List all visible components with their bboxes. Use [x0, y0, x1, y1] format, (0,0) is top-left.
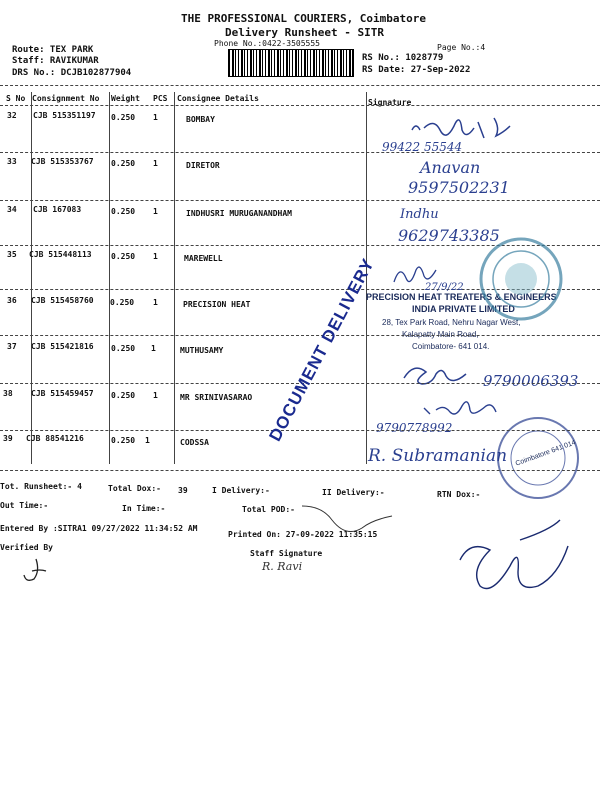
handwritten-name: Anavan — [420, 158, 481, 177]
i-delivery: I Delivery:- — [212, 486, 270, 495]
row-weight: 0.250 — [111, 207, 136, 216]
stamp-address: Kalapatty Main Road, — [402, 330, 479, 339]
divider — [0, 105, 600, 106]
row-pcs: 1 — [153, 113, 158, 122]
divider — [0, 430, 600, 431]
total-pod: Total POD:- — [242, 505, 295, 514]
rs-number: RS No.: 1028779 — [362, 53, 444, 63]
row-pcs: 1 — [145, 436, 150, 445]
large-signature — [440, 510, 580, 610]
row-weight: 0.250 — [111, 159, 136, 168]
row-pcs: 1 — [153, 391, 158, 400]
divider — [0, 85, 600, 86]
divider — [0, 200, 600, 201]
column-rule — [31, 92, 32, 464]
handwritten-signature — [390, 262, 440, 290]
verified-signature — [20, 555, 50, 585]
row-sno: 37 — [7, 342, 17, 351]
row-consignment: CJB 515448113 — [29, 250, 92, 259]
row-sno: 36 — [7, 296, 17, 305]
stamp-address: Coimbatore- 641 014. — [412, 342, 490, 351]
row-weight: 0.250 — [111, 436, 136, 445]
row-pcs: 1 — [153, 159, 158, 168]
staff: Staff: RAVIKUMAR — [12, 56, 99, 66]
document-delivery-stamp: DOCUMENT DELIVERY — [265, 255, 379, 445]
row-sno: 33 — [7, 157, 17, 166]
handwritten-scribble — [300, 500, 420, 540]
divider — [0, 152, 600, 153]
row-weight: 0.250 — [111, 391, 136, 400]
row-pcs: 1 — [153, 252, 158, 261]
drs-number: DRS No.: DCJB102877904 — [12, 68, 132, 78]
stamp-address: 28, Tex Park Road, Nehru Nagar West, — [382, 318, 521, 327]
handwritten-name: R. Subramanian — [368, 446, 508, 466]
col-header-pcs: PCS — [153, 94, 168, 103]
row-consignee: MAREWELL — [184, 254, 223, 263]
row-sno: 34 — [7, 205, 17, 214]
row-weight: 0.250 — [110, 298, 135, 307]
row-consignment: CJB 515458760 — [31, 296, 94, 305]
handwritten-phone: 99422 55544 — [382, 140, 463, 154]
row-consignment: CJB 515459457 — [31, 389, 94, 398]
col-header-signature: Signature — [368, 98, 412, 107]
row-consignment: CJB 88541216 — [26, 434, 84, 443]
row-pcs: 1 — [153, 298, 158, 307]
row-consignee: PRECISION HEAT — [183, 300, 251, 309]
round-seal — [478, 236, 564, 322]
route: Route: TEX PARK — [12, 45, 94, 55]
col-header-consignment: Consignment No — [32, 94, 100, 103]
row-consignment: CJB 167083 — [33, 205, 82, 214]
handwritten-phone: 9790778992 — [376, 421, 453, 435]
in-time: In Time:- — [122, 504, 166, 513]
handwritten-signature — [410, 112, 520, 144]
row-consignee: CODSSA — [180, 438, 209, 447]
staff-signature-handwritten: R. Ravi — [262, 560, 303, 573]
row-consignee: MR SRINIVASARAO — [180, 393, 253, 402]
total-runsheet: Tot. Runsheet:- 4 — [0, 482, 82, 491]
row-consignee: MUTHUSAMY — [180, 346, 224, 355]
barcode — [228, 49, 354, 77]
row-consignment: CJB 515421816 — [31, 342, 94, 351]
stamp-company-line1: PRECISION HEAT TREATERS & ENGINEERS — [366, 292, 557, 302]
verified-by: Verified By — [0, 543, 53, 552]
handwritten-name: Indhu — [400, 207, 439, 222]
row-pcs: 1 — [151, 344, 156, 353]
rtn-dox: RTN Dox:- — [437, 490, 481, 499]
row-consignment: CJB 515351197 — [33, 111, 96, 120]
col-header-weight: Weight — [111, 94, 140, 103]
row-consignment: CJB 515353767 — [31, 157, 94, 166]
row-sno: 39 — [3, 434, 13, 443]
handwritten-phone: 9597502231 — [408, 178, 510, 197]
stamp-company-line2: INDIA PRIVATE LIMITED — [412, 304, 515, 314]
row-sno: 32 — [7, 111, 17, 120]
col-header-consignee: Consignee Details — [177, 94, 259, 103]
total-dox-value: 39 — [178, 486, 188, 495]
row-weight: 0.250 — [111, 113, 136, 122]
row-sno: 38 — [3, 389, 13, 398]
total-dox-label: Total Dox:- — [108, 484, 161, 493]
staff-signature-label: Staff Signature — [250, 549, 323, 558]
handwritten-phone: 9629743385 — [398, 226, 500, 245]
row-pcs: 1 — [153, 207, 158, 216]
divider — [0, 335, 600, 336]
row-weight: 0.250 — [111, 252, 136, 261]
seal-text: Coimbatore 641 014 — [514, 439, 577, 468]
row-sno: 35 — [7, 250, 17, 259]
row-consignee: BOMBAY — [186, 115, 215, 124]
handwritten-date: 27/9/22 — [425, 282, 464, 293]
rs-date: RS Date: 27-Sep-2022 — [362, 65, 471, 75]
col-header-sno: S No — [6, 94, 26, 103]
handwritten-signature — [420, 394, 510, 424]
runsheet-title: Delivery Runsheet - SITR — [225, 26, 384, 39]
row-weight: 0.250 — [111, 344, 136, 353]
ii-delivery: II Delivery:- — [322, 488, 385, 497]
column-rule — [174, 92, 175, 464]
row-consignee: INDHUSRI MURUGANANDHAM — [186, 209, 292, 218]
divider — [0, 470, 600, 471]
company-name: THE PROFESSIONAL COURIERS, Coimbatore — [181, 12, 427, 25]
entered-by: Entered By :SITRA1 09/27/2022 11:34:52 AM — [0, 524, 198, 533]
page-number: Page No.:4 — [437, 43, 486, 52]
column-rule — [109, 92, 110, 464]
row-consignee: DIRETOR — [186, 161, 220, 170]
handwritten-phone: 9790006393 — [483, 372, 579, 390]
printed-on: Printed On: 27-09-2022 11:35:15 — [228, 530, 378, 539]
out-time: Out Time:- — [0, 501, 49, 510]
phone-number: Phone No.:0422-3505555 — [214, 39, 320, 48]
